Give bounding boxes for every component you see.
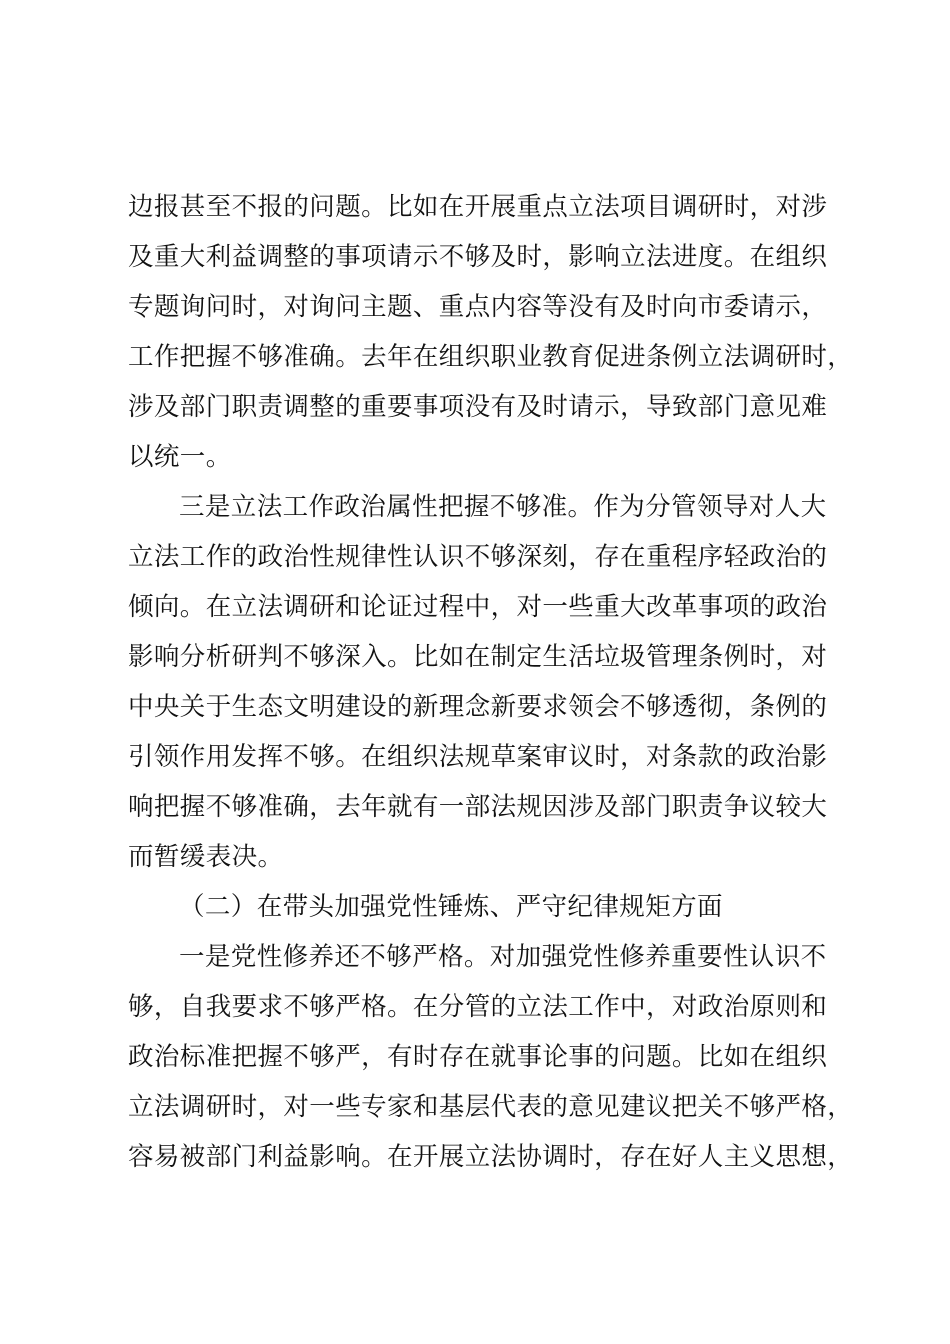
section-heading: （二）在带头加强党性锤炼、严守纪律规矩方面 [179,892,723,922]
text-line: 够，自我要求不够严格。在分管的立法工作中，对政治原则和 [128,992,828,1022]
text-line: 涉及部门职责调整的重要事项没有及时请示，导致部门意见难 [128,392,828,422]
text-line: 专题询问时，对询问主题、重点内容等没有及时向市委请示， [128,292,828,322]
paragraph-first-line: 一是党性修养还不够严格。对加强党性修养重要性认识不 [179,942,827,972]
text-line: 引领作用发挥不够。在组织法规草案审议时，对条款的政治影 [128,742,828,772]
text-line: 而暂缓表决。 [128,842,284,872]
document-body [128,182,858,1182]
paragraph-first-line: 三是立法工作政治属性把握不够准。作为分管领导对人大 [179,492,827,522]
text-line: 政治标准把握不够严，有时存在就事论事的问题。比如在组织 [128,1042,828,1072]
text-line: 立法调研时，对一些专家和基层代表的意见建议把关不够严格， [128,1092,854,1122]
text-line: 影响分析研判不够深入。比如在制定生活垃圾管理条例时，对 [128,642,828,672]
text-line: 边报甚至不报的问题。比如在开展重点立法项目调研时，对涉 [128,192,828,222]
text-line: 响把握不够准确，去年就有一部法规因涉及部门职责争议较大 [128,792,828,822]
text-line: 立法工作的政治性规律性认识不够深刻，存在重程序轻政治的 [128,542,828,572]
text-line: 及重大利益调整的事项请示不够及时，影响立法进度。在组织 [128,242,828,272]
text-line: 以统一。 [128,442,232,472]
text-line: 中央关于生态文明建设的新理念新要求领会不够透彻，条例的 [128,692,828,722]
text-line: 倾向。在立法调研和论证过程中，对一些重大改革事项的政治 [128,592,828,622]
text-line: 工作把握不够准确。去年在组织职业教育促进条例立法调研时， [128,342,854,372]
text-line: 容易被部门利益影响。在开展立法协调时，存在好人主义思想， [128,1142,854,1172]
